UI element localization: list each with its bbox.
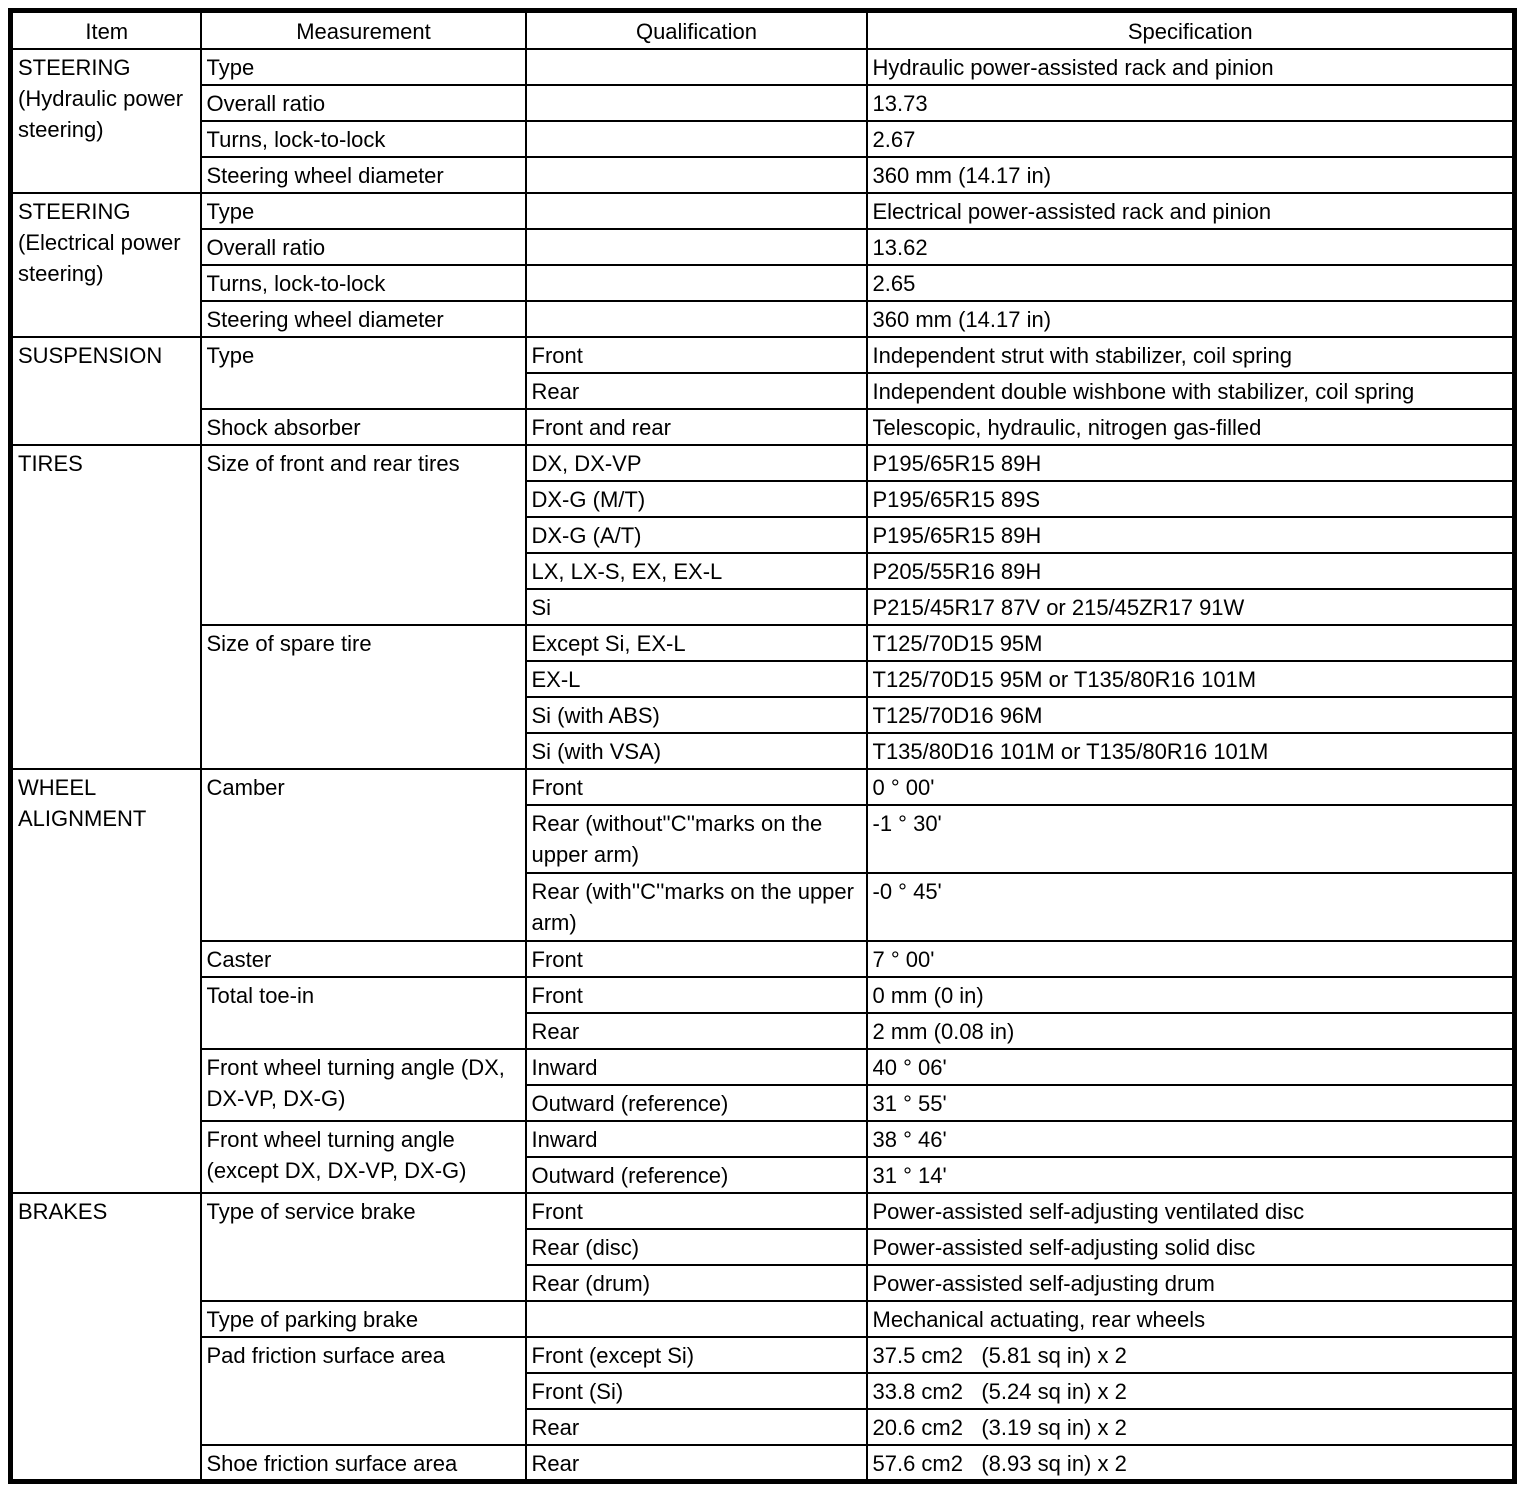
qualification-cell — [526, 1301, 867, 1337]
measurement-cell: Type — [201, 49, 526, 85]
qualification-cell: Front and rear — [526, 409, 867, 445]
item-cell: TIRES — [11, 445, 201, 769]
qualification-cell: Inward — [526, 1121, 867, 1157]
specification-cell: Power-assisted self-adjusting drum — [867, 1265, 1515, 1301]
qualification-cell: EX-L — [526, 661, 867, 697]
specification-cell: 20.6 cm2 (3.19 sq in) x 2 — [867, 1409, 1515, 1445]
specification-cell: P195/65R15 89H — [867, 445, 1515, 481]
specification-cell: Independent double wishbone with stabilizer, coil spring — [867, 373, 1515, 409]
specification-cell: 13.62 — [867, 229, 1515, 265]
measurement-cell: Total toe-in — [201, 977, 526, 1049]
specification-cell: Mechanical actuating, rear wheels — [867, 1301, 1515, 1337]
specification-cell: P205/55R16 89H — [867, 553, 1515, 589]
measurement-cell: Type of service brake — [201, 1193, 526, 1301]
specification-cell: P195/65R15 89H — [867, 517, 1515, 553]
measurement-cell: Camber — [201, 769, 526, 941]
measurement-cell: Overall ratio — [201, 85, 526, 121]
table-row — [11, 769, 1515, 805]
qualification-cell — [526, 193, 867, 229]
qualification-cell — [526, 49, 867, 85]
table-row — [11, 625, 1515, 661]
table-row — [11, 1337, 1515, 1373]
specification-cell: Power-assisted self-adjusting solid disc — [867, 1229, 1515, 1265]
table-row — [11, 1121, 1515, 1157]
qualification-cell: Front (Si) — [526, 1373, 867, 1409]
qualification-cell: Si (with VSA) — [526, 733, 867, 769]
specification-cell: P215/45R17 87V or 215/45ZR17 91W — [867, 589, 1515, 625]
specification-cell: 7 ° 00' — [867, 941, 1515, 977]
qualification-cell — [526, 121, 867, 157]
qualification-cell: Rear — [526, 373, 867, 409]
specification-cell: 2.65 — [867, 265, 1515, 301]
measurement-cell: Steering wheel diameter — [201, 301, 526, 337]
measurement-cell: Overall ratio — [201, 229, 526, 265]
specification-cell: Independent strut with stabilizer, coil spring — [867, 337, 1515, 373]
specification-cell: T125/70D15 95M — [867, 625, 1515, 661]
measurement-cell: Turns, lock-to-lock — [201, 121, 526, 157]
measurement-cell: Type — [201, 193, 526, 229]
measurement-cell: Type of parking brake — [201, 1301, 526, 1337]
table-row — [11, 229, 1515, 265]
header-row — [11, 11, 1515, 50]
table-row — [11, 301, 1515, 337]
qualification-cell: Rear — [526, 1013, 867, 1049]
qualification-cell: Rear (without''C''marks on the upper arm) — [526, 805, 867, 873]
table-row — [11, 445, 1515, 481]
specification-cell: 0 mm (0 in) — [867, 977, 1515, 1013]
table-row — [11, 1445, 1515, 1482]
measurement-cell: Steering wheel diameter — [201, 157, 526, 193]
table-row — [11, 977, 1515, 1013]
qualification-cell — [526, 229, 867, 265]
specification-cell: 13.73 — [867, 85, 1515, 121]
specification-cell: 0 ° 00' — [867, 769, 1515, 805]
qualification-cell: Rear (drum) — [526, 1265, 867, 1301]
qualification-cell: DX-G (M/T) — [526, 481, 867, 517]
measurement-cell: Front wheel turning angle (except DX, DX-VP, DX-G) — [201, 1121, 526, 1193]
specification-cell: 57.6 cm2 (8.93 sq in) x 2 — [867, 1445, 1515, 1482]
specification-cell: -0 ° 45' — [867, 873, 1515, 941]
specification-cell: Power-assisted self-adjusting ventilated disc — [867, 1193, 1515, 1229]
qualification-cell — [526, 301, 867, 337]
table-row — [11, 49, 1515, 85]
qualification-cell: DX-G (A/T) — [526, 517, 867, 553]
specification-cell: T125/70D15 95M or T135/80R16 101M — [867, 661, 1515, 697]
item-cell: WHEEL ALIGNMENT — [11, 769, 201, 1193]
specification-cell: 37.5 cm2 (5.81 sq in) x 2 — [867, 1337, 1515, 1373]
specification-cell: Electrical power-assisted rack and pinion — [867, 193, 1515, 229]
qualification-cell: Front — [526, 977, 867, 1013]
specification-cell: 2.67 — [867, 121, 1515, 157]
measurement-cell: Pad friction surface area — [201, 1337, 526, 1445]
measurement-cell: Type — [201, 337, 526, 409]
qualification-cell: Rear — [526, 1409, 867, 1445]
qualification-cell: Front — [526, 941, 867, 977]
qualification-cell: Front — [526, 1193, 867, 1229]
specification-cell: 33.8 cm2 (5.24 sq in) x 2 — [867, 1373, 1515, 1409]
table-row — [11, 121, 1515, 157]
header-item: Item — [11, 11, 201, 50]
qualification-cell: Rear (disc) — [526, 1229, 867, 1265]
header-specification: Specification — [867, 11, 1515, 50]
specification-cell: 40 ° 06' — [867, 1049, 1515, 1085]
item-cell: BRAKES — [11, 1193, 201, 1482]
specification-cell: 38 ° 46' — [867, 1121, 1515, 1157]
measurement-cell: Turns, lock-to-lock — [201, 265, 526, 301]
specification-cell: P195/65R15 89S — [867, 481, 1515, 517]
qualification-cell: Front (except Si) — [526, 1337, 867, 1373]
table-row — [11, 1049, 1515, 1085]
table-row — [11, 941, 1515, 977]
measurement-cell: Shock absorber — [201, 409, 526, 445]
header-qualification: Qualification — [526, 11, 867, 50]
measurement-cell: Size of spare tire — [201, 625, 526, 769]
specification-cell: Telescopic, hydraulic, nitrogen gas-filled — [867, 409, 1515, 445]
qualification-cell: Rear (with''C''marks on the upper arm) — [526, 873, 867, 941]
specification-cell: T125/70D16 96M — [867, 697, 1515, 733]
specification-cell: 360 mm (14.17 in) — [867, 157, 1515, 193]
qualification-cell: Si (with ABS) — [526, 697, 867, 733]
specification-cell: 31 ° 55' — [867, 1085, 1515, 1121]
qualification-cell: Front — [526, 337, 867, 373]
measurement-cell: Size of front and rear tires — [201, 445, 526, 625]
specification-cell: 360 mm (14.17 in) — [867, 301, 1515, 337]
specification-cell: 31 ° 14' — [867, 1157, 1515, 1193]
table-row — [11, 409, 1515, 445]
header-measurement: Measurement — [201, 11, 526, 50]
measurement-cell: Shoe friction surface area — [201, 1445, 526, 1482]
specification-cell: -1 ° 30' — [867, 805, 1515, 873]
table-row — [11, 1301, 1515, 1337]
qualification-cell: Except Si, EX-L — [526, 625, 867, 661]
table-row — [11, 1193, 1515, 1229]
qualification-cell: Si — [526, 589, 867, 625]
specification-cell: T135/80D16 101M or T135/80R16 101M — [867, 733, 1515, 769]
table-row — [11, 193, 1515, 229]
item-cell: STEERING (Hydraulic power steering) — [11, 49, 201, 193]
table-row — [11, 337, 1515, 373]
qualification-cell: Outward (reference) — [526, 1085, 867, 1121]
qualification-cell — [526, 85, 867, 121]
qualification-cell — [526, 157, 867, 193]
measurement-cell: Caster — [201, 941, 526, 977]
qualification-cell: LX, LX-S, EX, EX-L — [526, 553, 867, 589]
specification-cell: 2 mm (0.08 in) — [867, 1013, 1515, 1049]
specification-cell: Hydraulic power-assisted rack and pinion — [867, 49, 1515, 85]
item-cell: SUSPENSION — [11, 337, 201, 445]
table-row — [11, 157, 1515, 193]
qualification-cell: Inward — [526, 1049, 867, 1085]
table-row — [11, 85, 1515, 121]
qualification-cell — [526, 265, 867, 301]
qualification-cell: Outward (reference) — [526, 1157, 867, 1193]
specifications-table — [8, 8, 1517, 1484]
qualification-cell: DX, DX-VP — [526, 445, 867, 481]
qualification-cell: Rear — [526, 1445, 867, 1482]
measurement-cell: Front wheel turning angle (DX, DX-VP, DX-G) — [201, 1049, 526, 1121]
table-row — [11, 265, 1515, 301]
item-cell: STEERING (Electrical power steering) — [11, 193, 201, 337]
qualification-cell: Front — [526, 769, 867, 805]
